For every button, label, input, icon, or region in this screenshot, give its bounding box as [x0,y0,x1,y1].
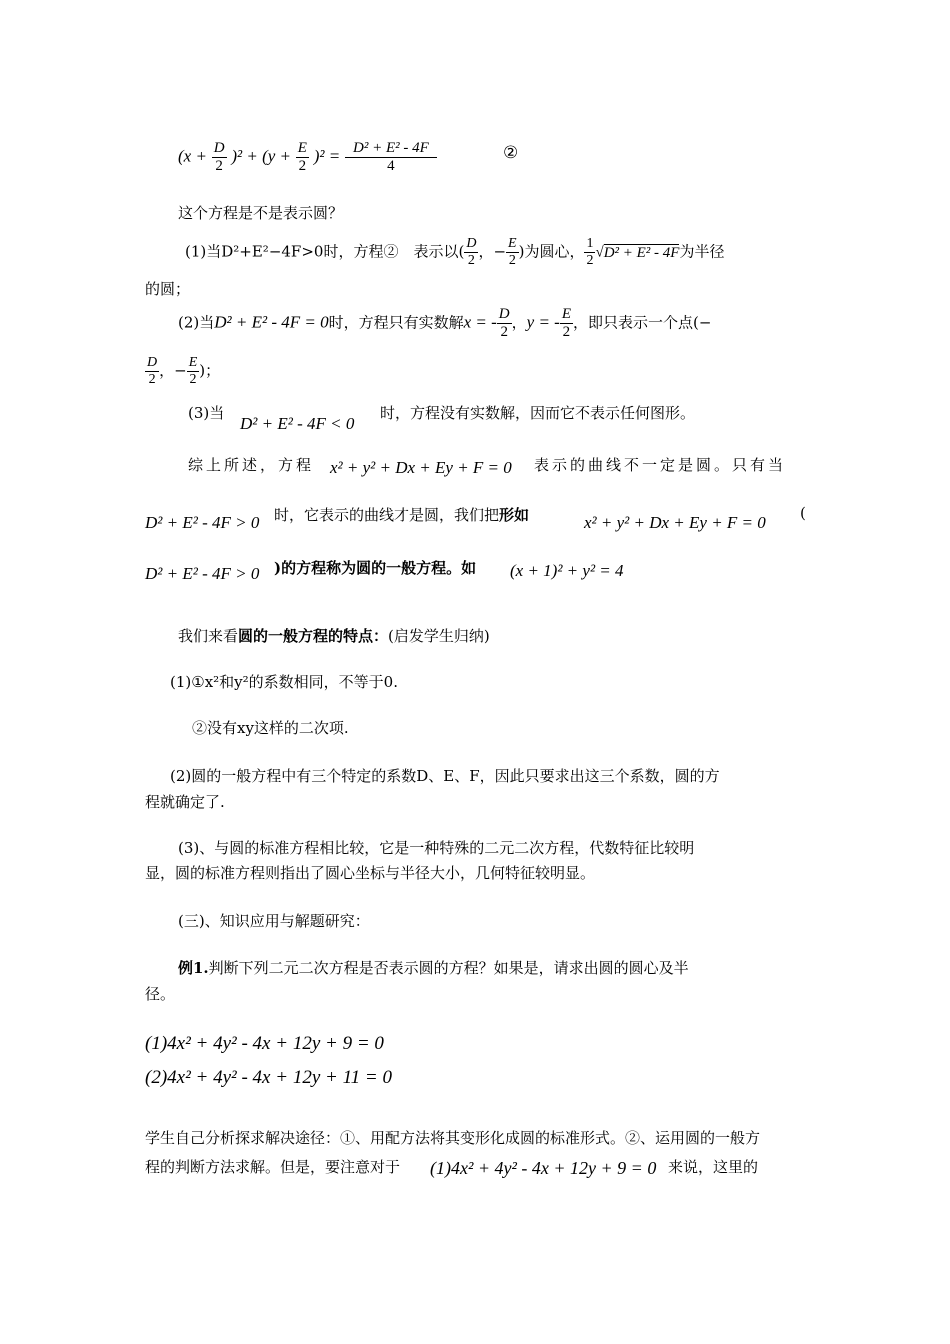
summary-condition: D² + E² - 4F > 0 [145,513,260,532]
case1-line2: 的圆； [145,280,191,298]
case1-line: (1)当D²+E²−4F>0时，方程② 表示以( $\frac{D}{2}$ ，− $\frac{E}{2}$ )为圆心， $\frac{1}{2}$ √D² + E² - 4F为半径 [185,236,725,268]
summary-definition: )的方程称为圆的一般方程。如 [274,559,477,577]
case3-suffix: 时，方程没有实数解，因而它不表示任何图形。 [380,404,696,422]
case2-line: (2)当D² + E² - 4F = 0时，方程只有实数解x = - $\frac{D}{2}$ ，y = - $\frac{E}{2}$ ，即只表示一个点(− [178,306,712,340]
summary-p1a: 综上所述，方程 [188,456,315,474]
equation-standard-form: (x + $\frac{D}{2}$ )² + (y + $\frac{E}{2}$ )² = $\frac{\text{D² + E² - 4F}}{4}$ [178,140,437,175]
summary-eq2: x² + y² + Dx + Ey + F = 0 [584,513,766,532]
summary-eq: x² + y² + Dx + Ey + F = 0 [330,458,512,477]
section-heading: (三)、知识应用与解题研究： [178,912,370,930]
case3-condition: D² + E² - 4F < 0 [240,414,355,433]
feature-3-line1: (3)、与圆的标准方程相比较，它是一种特殊的二元二次方程，代数特征比较明 [178,839,695,857]
feature-3-line2: 显，圆的标准方程则指出了圆心坐标与半径大小，几何特征较明显。 [145,864,596,882]
example1-eq1: (1)4x² + 4y² - 4x + 12y + 9 = 0 [145,1033,384,1054]
fraction-D-over-2: $\frac{D}{2}$ [213,140,225,174]
fraction-rhs: $\frac{\text{D² + E² - 4F}}{4}$ [345,140,437,175]
summary-example: (x + 1)² + y² = 4 [510,561,624,580]
feature-2-line2: 程就确定了. [145,793,225,811]
example1-eq2: (2)4x² + 4y² - 4x + 12y + 11 = 0 [145,1067,392,1088]
analysis-eq: (1)4x² + 4y² - 4x + 12y + 9 = 0 [430,1158,657,1178]
summary-condition2: D² + E² - 4F > 0 [145,564,260,583]
fraction-E-over-2: $\frac{E}{2}$ [297,140,307,174]
feature-1b: ②没有xy这样的二次项. [192,719,349,737]
analysis-line2a: 程的判断方法求解。但是，要注意对于 [145,1158,401,1176]
case3-prefix: (3)当 [188,404,225,422]
equation-label: ② [503,143,519,163]
question-text: 这个方程是不是表示圆？ [178,204,344,222]
example1-line1: 例1.判断下列二元二次方程是否表示圆的方程？如果是，请求出圆的圆心及半 [178,959,689,977]
case2-line2: $\frac{D}{2}$ ，− $\frac{E}{2}$ )； [147,355,221,387]
summary-paren: ( [800,504,806,522]
features-intro: 我们来看圆的一般方程的特点：(启发学生归纳) [178,627,490,645]
example1-line2: 径。 [145,985,176,1003]
summary-p2a: 时，它表示的曲线才是圆，我们把形如 [274,506,530,524]
analysis-line1: 学生自己分析探求解决途径：①、用配方法将其变形化成圆的标准形式。②、运用圆的一般方 [145,1129,761,1147]
analysis-line2b: 来说，这里的 [668,1158,759,1176]
summary-p1b: 表示的曲线不一定是圆。只有当 [534,456,787,474]
feature-1: (1)①x²和y²的系数相同，不等于0. [170,673,398,691]
feature-2-line1: (2)圆的一般方程中有三个特定的系数D、E、F，因此只要求出这三个系数，圆的方 [170,767,720,785]
